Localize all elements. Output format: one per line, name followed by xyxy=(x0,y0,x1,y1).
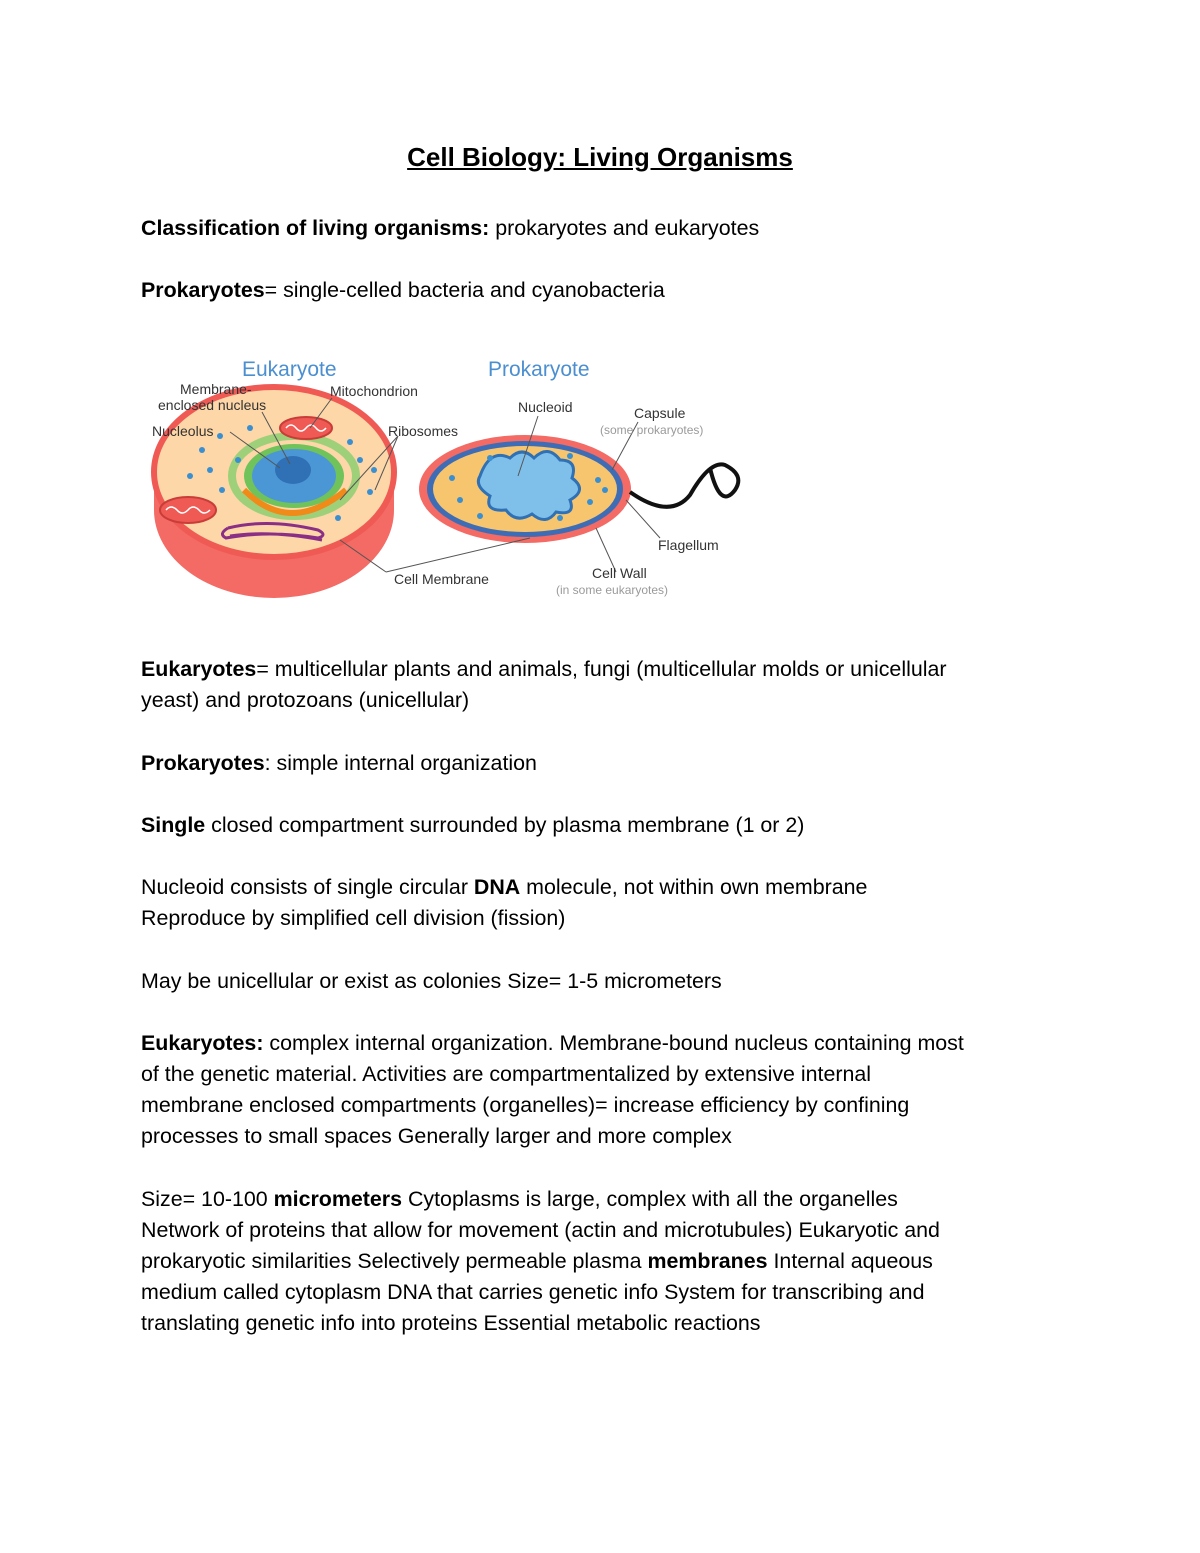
cell-diagram xyxy=(150,350,760,640)
size-mid: Cytoplasms is large, complex with all the organelles xyxy=(402,1187,898,1211)
cell-wall-label: Cell Wall xyxy=(592,565,647,581)
mitochondrion-label: Mitochondrion xyxy=(330,383,418,399)
eukaryotes-org-label: Eukaryotes: xyxy=(141,1031,264,1055)
capsule-note: (some prokaryotes) xyxy=(600,423,704,437)
single-compartment-paragraph xyxy=(141,810,1061,841)
size-line3-post: Internal aqueous xyxy=(767,1249,933,1273)
single-text: closed compartment surrounded by plasma membrane (1 or 2) xyxy=(205,813,805,837)
nucleoid xyxy=(478,451,579,519)
prokaryotes-org-text: : simple internal organization xyxy=(264,751,537,775)
eukaryotes-definition-line2: yeast) and protozoans (unicellular) xyxy=(141,688,470,712)
classification-paragraph xyxy=(141,213,1061,244)
dna-term: DNA xyxy=(473,875,521,899)
capsule-label: Capsule xyxy=(634,405,686,421)
eukaryotes-definition xyxy=(141,654,1061,716)
page-title: Cell Biology: Living Organisms xyxy=(407,142,793,172)
eukaryotes-org-line1: complex internal organization. Membrane-bound nucleus containing most xyxy=(263,1031,964,1055)
eukaryote-title: Eukaryote xyxy=(242,358,337,381)
classification-label: Classification of living organisms: xyxy=(141,216,490,240)
size-line3-pre: prokaryotic similarities Selectively permeable plasma xyxy=(141,1249,648,1273)
nucleolus xyxy=(275,456,311,484)
eukaryotes-org-line4: processes to small spaces Generally larger and more complex xyxy=(141,1124,732,1148)
nucleoid-paragraph xyxy=(141,872,1061,934)
prokaryotes-definition-text: = single-celled bacteria and cyanobacteria xyxy=(264,278,665,302)
prokaryotes-organization xyxy=(141,748,1061,779)
nucleoid-text-post: molecule, not within own membrane xyxy=(520,875,868,899)
eukaryotes-label: Eukaryotes xyxy=(141,657,257,681)
classification-text: prokaryotes and eukaryotes xyxy=(489,216,760,240)
cell-membrane-label: Cell Membrane xyxy=(394,571,489,587)
flagellum-label: Flagellum xyxy=(658,537,719,553)
prokaryotes-definition xyxy=(141,275,1061,306)
membrane-label-line1: Membrane- xyxy=(180,381,252,397)
nucleolus-label: Nucleolus xyxy=(152,423,214,439)
size-line2: Network of proteins that allow for movement (actin and microtubules) Eukaryotic and xyxy=(141,1218,940,1242)
size-paragraph xyxy=(141,1184,1061,1339)
size-line4: medium called cytoplasm DNA that carries genetic info System for transcribing and xyxy=(141,1280,925,1304)
nucleoid-label: Nucleoid xyxy=(518,399,573,415)
eukaryotes-org-line2: of the genetic material. Activities are compartmentalized by extensive internal xyxy=(141,1062,872,1086)
membrane-label-line2: enclosed nucleus xyxy=(158,397,267,413)
prokaryotes-label: Prokaryotes xyxy=(141,278,265,302)
membranes-term: membranes xyxy=(647,1249,768,1273)
nucleoid-text-pre: Nucleoid consists of single circular xyxy=(141,875,474,899)
size-line5: translating genetic info into proteins Essential metabolic reactions xyxy=(141,1311,761,1335)
prokaryote-title: Prokaryote xyxy=(488,358,590,381)
eukaryotes-organization xyxy=(141,1028,1061,1152)
micrometers-term: micrometers xyxy=(273,1187,403,1211)
flagellum xyxy=(630,464,738,506)
fission-text: Reproduce by simplified cell division (fission) xyxy=(141,906,566,930)
colonies-paragraph: May be unicellular or exist as colonies Size= 1-5 micrometers xyxy=(141,969,722,993)
eukaryotes-org-line3: membrane enclosed compartments (organelles)= increase efficiency by confining xyxy=(141,1093,910,1117)
eukaryotes-definition-line1: = multicellular plants and animals, fungi (multicellular molds or unicellular xyxy=(256,657,947,681)
single-label: Single xyxy=(141,813,206,837)
prokaryotes-org-label: Prokaryotes xyxy=(141,751,265,775)
size-pre: Size= 10-100 xyxy=(141,1187,274,1211)
ribosomes-label: Ribosomes xyxy=(388,423,459,439)
cell-wall-note: (in some eukaryotes) xyxy=(556,583,669,597)
